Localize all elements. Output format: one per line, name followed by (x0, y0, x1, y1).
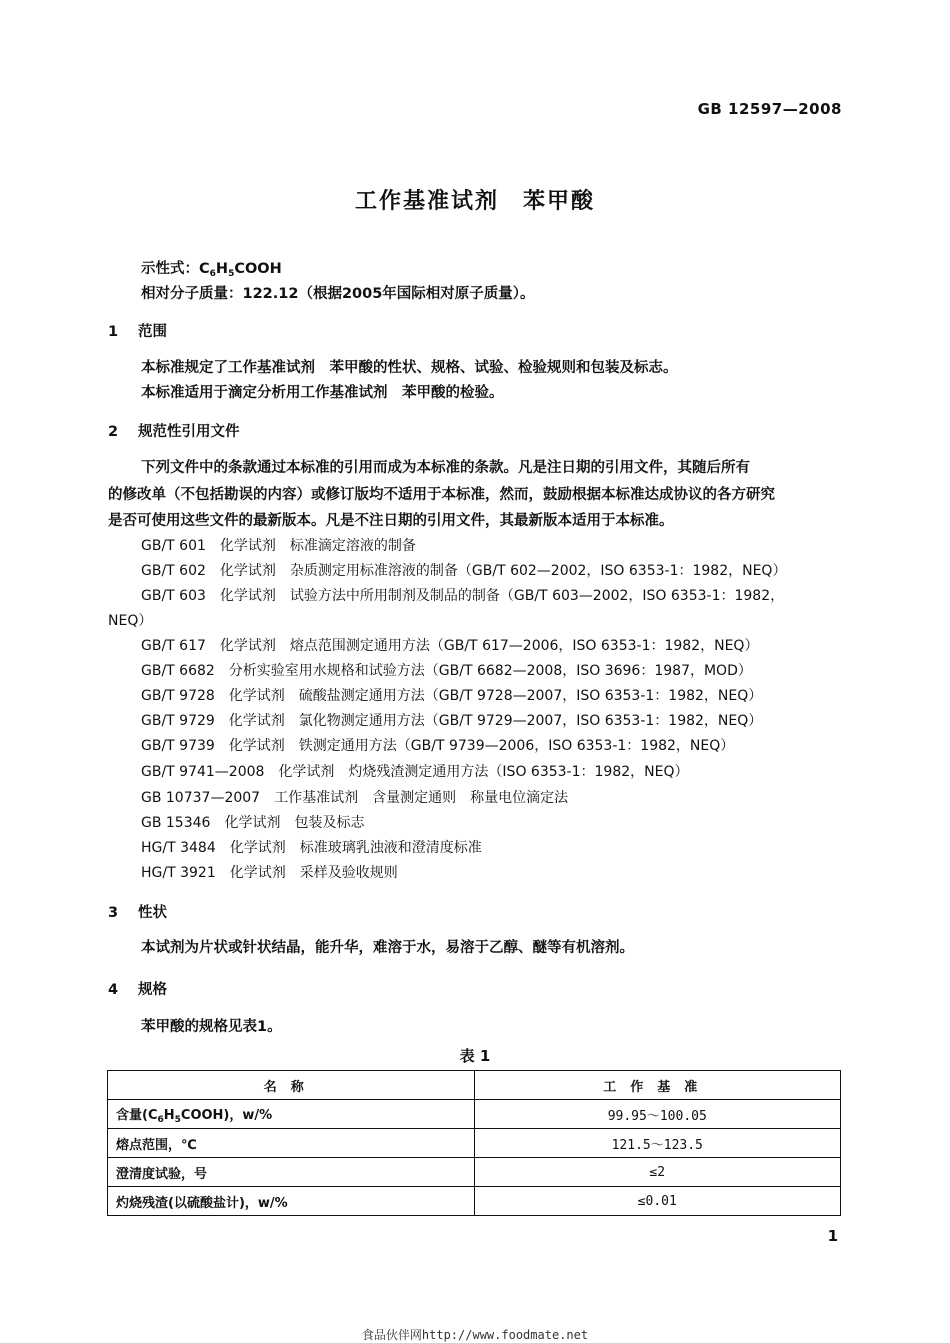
table-cell-name: 澄清度试验，号 (108, 1158, 475, 1187)
reference-item: GB/T 9728 化学试剂 硫酸盐测定通用方法（GB/T 9728—2007，ISO 6353-1：1982，NEQ） (141, 688, 763, 704)
table-cell-name: 熔点范围，℃ (108, 1129, 475, 1158)
standard-code: GB 12597—2008 (697, 100, 842, 118)
reference-item: HG/T 3484 化学试剂 标准玻璃乳浊液和澄清度标准 (141, 840, 482, 856)
table-cell-value: ≤2 (474, 1158, 841, 1187)
reference-item: GB 15346 化学试剂 包装及标志 (141, 815, 365, 831)
section-2-intro-line-1: 下列文件中的条款通过本标准的引用而成为本标准的条款。凡是注日期的引用文件，其随后所有 (141, 460, 750, 476)
table-row (108, 1100, 841, 1129)
reference-item: GB/T 9729 化学试剂 氯化物测定通用方法（GB/T 9729—2007，ISO 6353-1：1982，NEQ） (141, 713, 763, 729)
section-3-paragraph: 本试剂为片状或针状结晶，能升华，难溶于水，易溶于乙醇、醚等有机溶剂。 (141, 940, 634, 956)
document-title: 工作基准试剂 苯甲酸 (354, 189, 595, 214)
reference-item: GB/T 601 化学试剂 标准滴定溶液的制备 (141, 538, 416, 554)
section-4-heading: 4 规格 (108, 982, 167, 998)
table-cell-value: 121.5～123.5 (474, 1129, 841, 1158)
reference-item: GB 10737—2007 工作基准试剂 含量测定通则 称量电位滴定法 (141, 790, 569, 806)
table-row (108, 1129, 841, 1158)
section-1-paragraph-2: 本标准适用于滴定分析用工作基准试剂 苯甲酸的检验。 (141, 385, 504, 401)
reference-item: GB/T 9741—2008 化学试剂 灼烧残渣测定通用方法（ISO 6353-1：1982，NEQ） (141, 764, 689, 780)
reference-item: GB/T 602 化学试剂 杂质测定用标准溶液的制备（GB/T 602—2002，ISO 6353-1：1982，NEQ） (141, 563, 787, 579)
table-cell-name: 含量$(C_6H_5COOH)$，w/% (108, 1100, 475, 1129)
reference-item: GB/T 617 化学试剂 熔点范围测定通用方法（GB/T 617—2006，ISO 6353-1：1982，NEQ） (141, 638, 759, 654)
section-4-paragraph: 苯甲酸的规格见表1。 (141, 1019, 282, 1035)
formula-line: 示性式：$C_6H_5COOH$ (141, 261, 282, 279)
specification-table (107, 1070, 841, 1216)
section-2-intro-line-3: 是否可使用这些文件的最新版本。凡是不注日期的引用文件，其最新版本适用于本标准。 (108, 513, 674, 529)
table-caption: 表 1 (459, 1047, 491, 1065)
section-1-paragraph-1: 本标准规定了工作基准试剂 苯甲酸的性状、规格、试验、检验规则和包装及标志。 (141, 360, 678, 376)
table-cell-value: ≤0.01 (474, 1187, 841, 1216)
reference-item: GB/T 9739 化学试剂 铁测定通用方法（GB/T 9739—2006，ISO 6353-1：1982，NEQ） (141, 738, 735, 754)
table-row (108, 1158, 841, 1187)
section-2-intro-line-2: 的修改单（不包括勘误的内容）或修订版均不适用于本标准，然而，鼓励根据本标准达成协议的各方研究 (108, 487, 775, 503)
reference-item-continued: NEQ） (108, 613, 153, 629)
section-3-heading: 3 性状 (108, 905, 167, 921)
reference-item: GB/T 6682 分析实验室用水规格和试验方法（GB/T 6682—2008，ISO 3696：1987，MOD） (141, 663, 752, 679)
reference-item: HG/T 3921 化学试剂 采样及验收规则 (141, 865, 398, 881)
table-row (108, 1187, 841, 1216)
table-header-name: 名称 (108, 1071, 475, 1100)
table-header-row (108, 1071, 841, 1100)
page-number: 1 (827, 1227, 838, 1245)
table-header-standard: 工作基准 (474, 1071, 841, 1100)
reference-item: GB/T 603 化学试剂 试验方法中所用制剂及制品的制备（GB/T 603—2002，ISO 6353-1：1982， (141, 588, 785, 604)
table-cell-name: 灼烧残渣(以硫酸盐计)，w/% (108, 1187, 475, 1216)
section-2-heading: 2 规范性引用文件 (108, 424, 240, 440)
table-cell-value: 99.95～100.05 (474, 1100, 841, 1129)
footer-watermark: 食品伙伴网http://www.foodmate.net (361, 1328, 589, 1342)
molar-mass-line: 相对分子质量：122.12（根据2005年国际相对原子质量）。 (141, 286, 535, 302)
section-1-heading: 1 范围 (108, 324, 167, 340)
